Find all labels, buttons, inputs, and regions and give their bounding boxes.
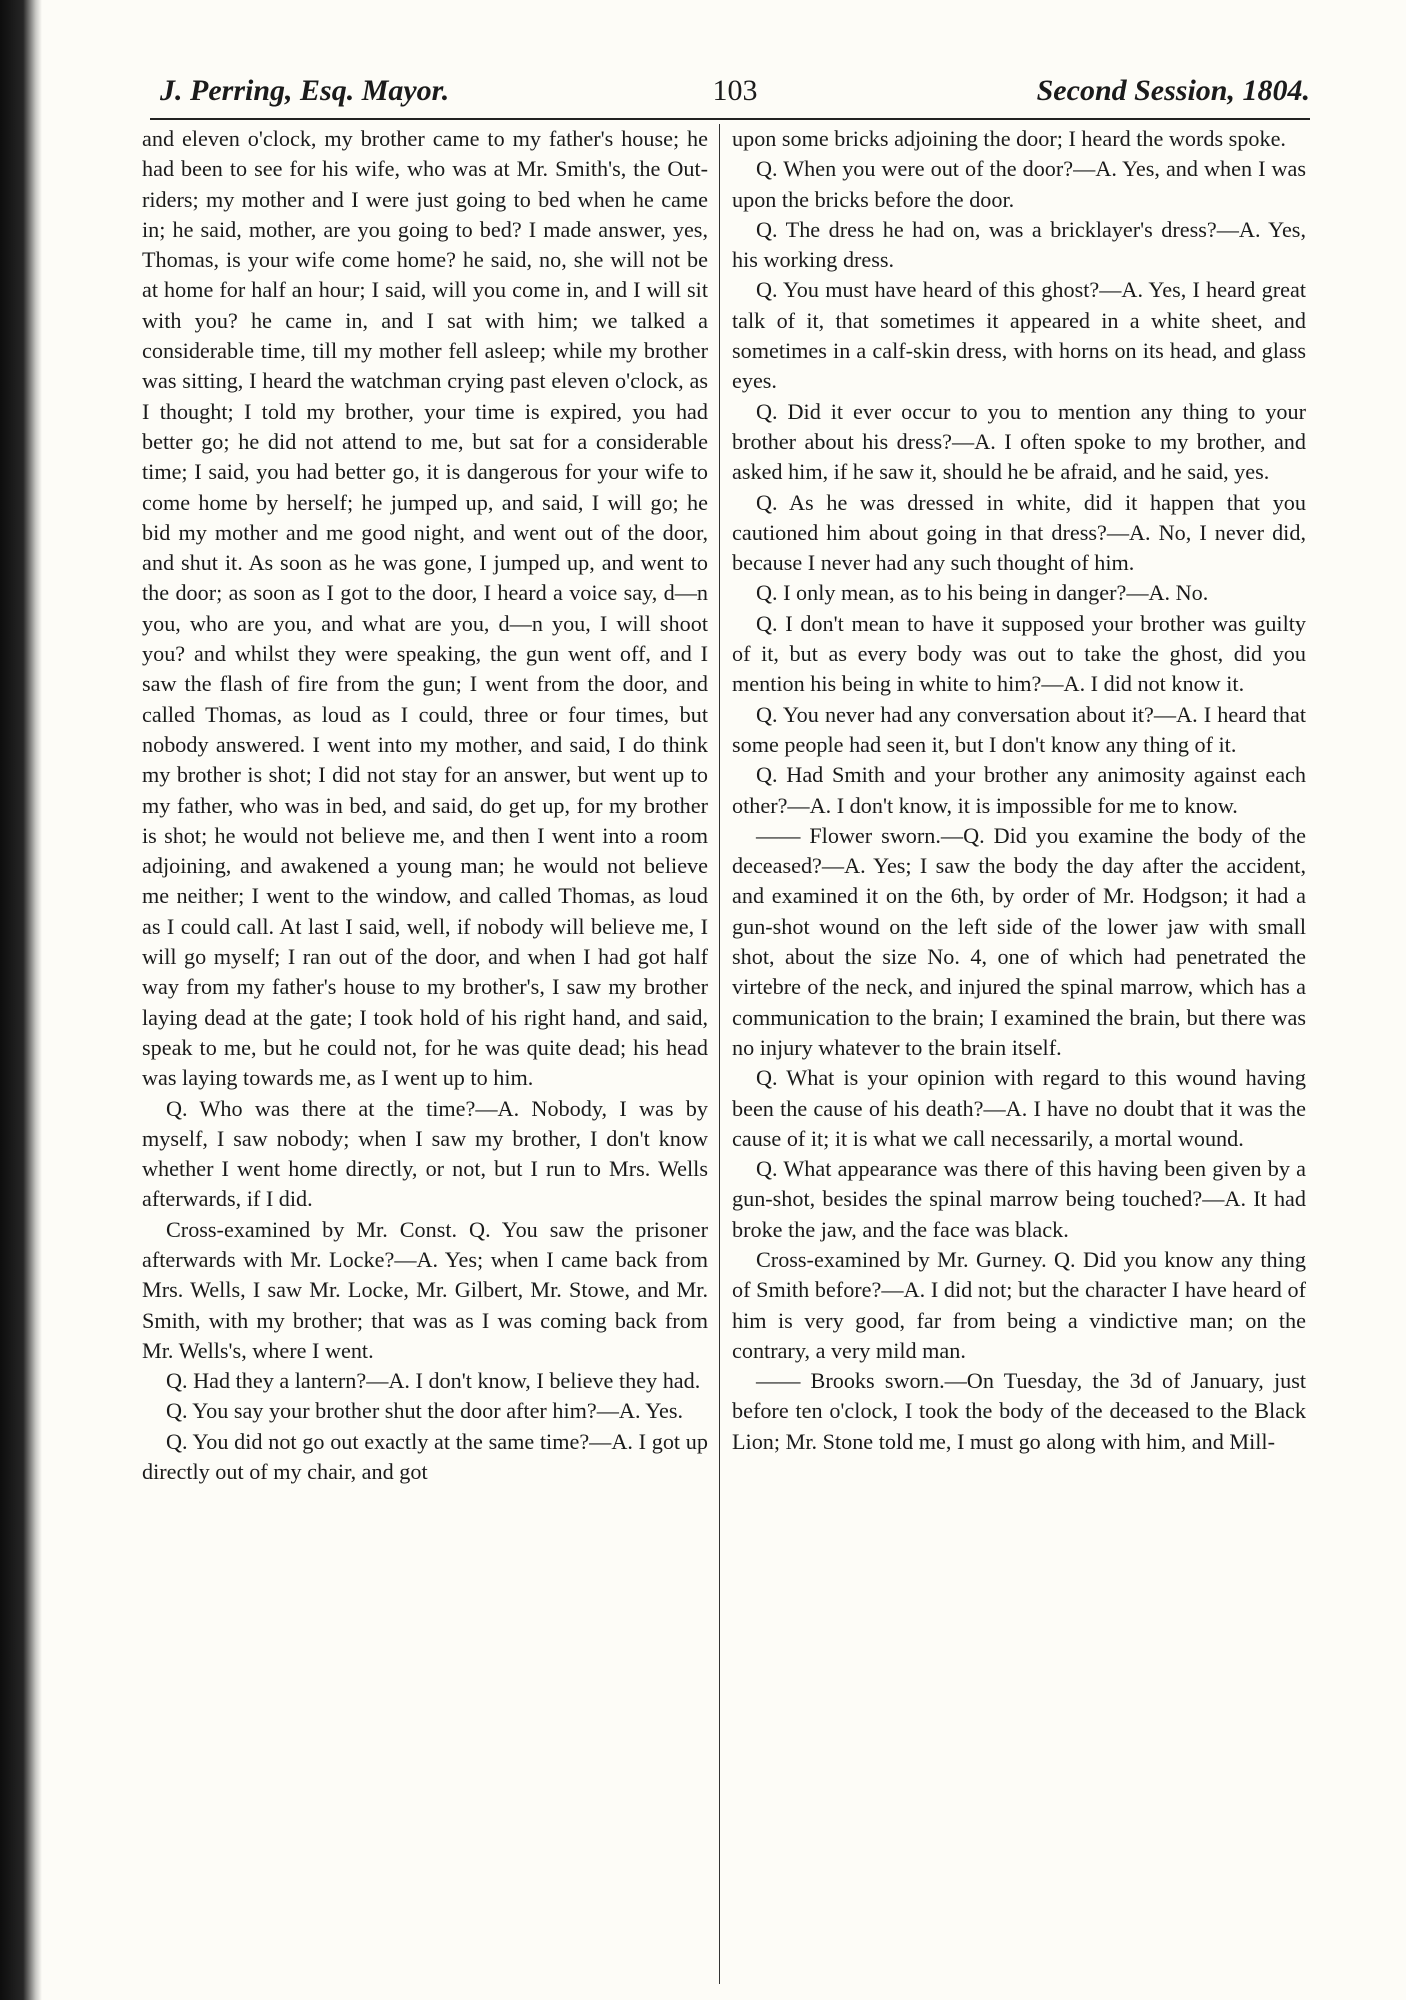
paragraph: Q. You did not go out exactly at the same time?—A. I got up directly out of my chair, and got	[142, 1428, 708, 1485]
paragraph: —— Brooks sworn.—On Tuesday, the 3d of January, just before ten o'clock, I took the body of the deceased to the Black Lion; Mr. Stone told me, I must go along with him, and Mill-	[732, 1368, 1306, 1454]
paragraph: Q. I don't mean to have it supposed your brother was guilty of it, but as every body was out to take the ghost, did you mention his being in white to him?—A. I did not know it.	[732, 610, 1306, 697]
paragraph: Q. I only mean, as to his being in danger?—A. No.	[756, 580, 1209, 606]
left-column	[142, 124, 708, 1974]
running-header	[160, 68, 1310, 114]
paragraph: Q. What is your opinion with regard to this wound having been the cause of his death?—A. I have no doubt that it was the cause of it; it is what we call necessarily, a mortal wound.	[732, 1065, 1306, 1151]
paragraph: Q. Did it ever occur to you to mention any thing to your brother about his dress?—A. I often spoke to my brother, and asked him, if he saw it, should he be afraid, and he said, yes.	[732, 398, 1306, 485]
paragraph: Q. You say your brother shut the door after him?—A. Yes.	[166, 1398, 684, 1424]
book-binding-edge	[0, 0, 42, 2000]
header-mayor: J. Perring, Esq. Mayor.	[160, 74, 450, 107]
header-session: Second Session, 1804.	[1036, 74, 1310, 107]
paragraph: and eleven o'clock, my brother came to my father's house; he had been to see for his wife, who was at Mr. Smith's, the Out-riders; my mother and I were just going to bed when he came in; he said, mother, are you going to bed? I made answer, yes, Thomas, is your wife come home? he said, no, she will not be at home for half an hour; I said, will you come in, and I will sit with you? he came in, and I sat with him; we talked a considerable time, till my mother fell asleep; while my brother was sitting, I heard the watchman crying past eleven o'clock, as I thought; I told my brother, your time is expired, you had better go; he did not attend to me, but sat for a considerable time; I said, you had better go, it is dangerous for your wife to come home by herself; he jumped up, and said, I will go; he bid my mother and me good night, and went out of the door, and shut it. As soon as he was gone, I jumped up, and went to the door; as soon as I got to the door, I heard a voice say, d—n you, who are you, and what are you, d—n you, I will shoot you? and whilst they were speaking, the gun went off, and I saw the flash of fire from the gun; I went from the door, and called Thomas, as loud as I could, three or four times, but nobody answered. I went into my mother, and said, I do think my brother is shot; I did not stay for an answer, but went up to my father, who was in bed, and said, do get up, for my brother is shot; he would not believe me, and then I went into a room adjoining, and awakened a young man; he would not believe me neither; I went to the window, and called Thomas, as loud as I could call. At last I said, well, if nobody will believe me, I will go myself; I ran out of the door, and when I had got half way from my father's house to my brother's, I saw my brother laying dead at the gate; I took hold of his right hand, and said, speak to me, but he could not, for he was quite dead; his head was laying towards me, as I went up to him.	[142, 126, 708, 1091]
paragraph: Q. What appearance was there of this having been given by a gun-shot, besides the spinal marrow being touched?—A. It had broke the jaw, and the face was black.	[732, 1156, 1306, 1242]
right-column	[732, 124, 1306, 1974]
paragraph: Cross-examined by Mr. Gurney. Q. Did you know any thing of Smith before?—A. I did not; but the character I have heard of him is very good, far from being a vindictive man; on the contrary, a very mild man.	[732, 1246, 1306, 1363]
page-number: 103	[712, 74, 758, 107]
paragraph: Q. When you were out of the door?—A. Yes, and when I was upon the bricks before the door.	[732, 156, 1306, 212]
paragraph: upon some bricks adjoining the door; I heard the words spoke.	[732, 126, 1286, 151]
paragraph: Q. Had they a lantern?—A. I don't know, I believe they had.	[166, 1368, 701, 1394]
paragraph: —— Flower sworn.—Q. Did you examine the body of the deceased?—A. Yes; I saw the body the day after the accident, and examined it on the 6th, by order of Mr. Hodgson; it had a gun-shot wound on the left side of the lower jaw with small shot, about the size No. 4, one of which had penetrated the virtebre of the neck, and injured the spinal marrow, which has a communication to the brain; I examined the brain, but there was no injury whatever to the brain itself.	[732, 822, 1306, 1060]
paragraph: Q. You must have heard of this ghost?—A. Yes, I heard great talk of it, that sometimes it appeared in a white sheet, and sometimes in a calf-skin dress, with horns on its head, and glass eyes.	[732, 277, 1306, 394]
paragraph: Q. Had Smith and your brother any animosity against each other?—A. I don't know, it is impossible for me to know.	[732, 762, 1306, 818]
paragraph: Q. Who was there at the time?—A. Nobody, I was by myself, I saw nobody; when I saw my brother, I don't know whether I went home directly, or not, but I run to Mrs. Wells afterwards, if I did.	[142, 1095, 708, 1212]
paragraph: Cross-examined by Mr. Const. Q. You saw the prisoner afterwards with Mr. Locke?—A. Yes; when I came back from Mrs. Wells, I saw Mr. Locke, Mr. Gilbert, Mr. Stowe, and Mr. Smith, with my brother; that was as I was coming back from Mr. Wells's, where I went.	[142, 1216, 708, 1363]
header-rule	[150, 118, 1310, 120]
paragraph: Q. You never had any conversation about it?—A. I heard that some people had seen it, but I don't know any thing of it.	[732, 701, 1306, 757]
paragraph: Q. The dress he had on, was a bricklayer's dress?—A. Yes, his working dress.	[732, 216, 1306, 273]
paragraph: Q. As he was dressed in white, did it happen that you cautioned him about going in that dress?—A. No, I never did, because I never had any such thought of him.	[732, 489, 1306, 576]
column-divider	[719, 124, 720, 1984]
